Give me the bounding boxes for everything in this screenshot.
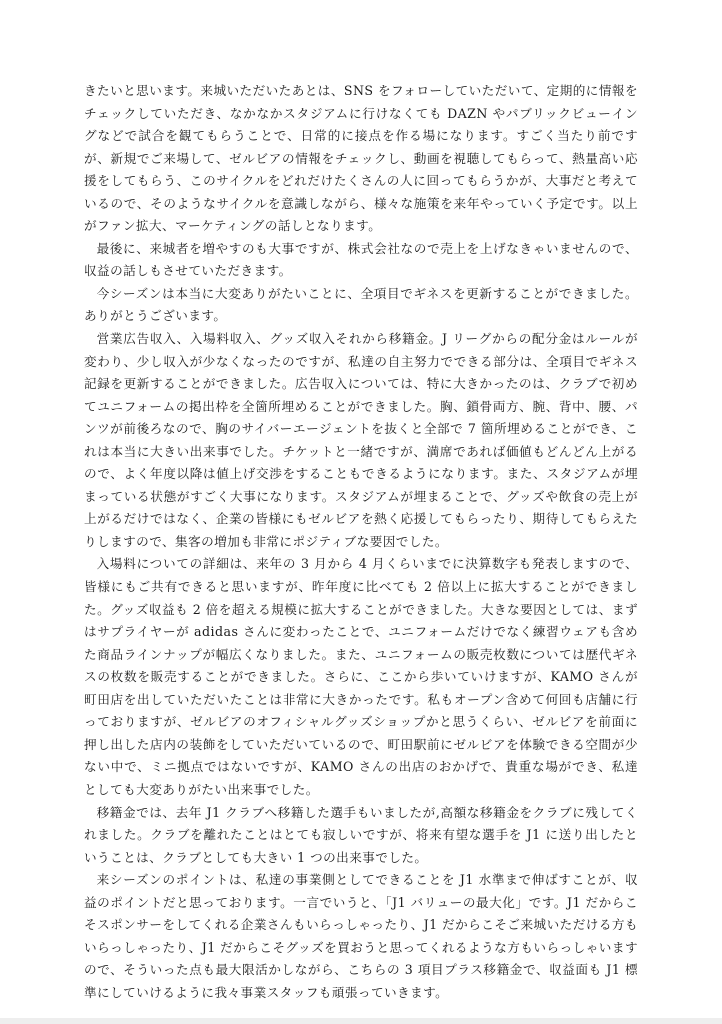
page-bottom-divider bbox=[0, 1018, 722, 1024]
paragraph-transfer-fees: 移籍金では、去年 J1 クラブへ移籍した選手もいましたが,高額な移籍金をクラブに残してくれました。クラブを離れたことはとても寂しいですが、将来有望な選手を J1 に送り出したということは、クラブとしても大きい 1 つの出来事でした。 bbox=[84, 804, 638, 865]
paragraph-guinness-record: 今シーズンは本当に大変ありがたいことに、全項目でギネスを更新することができました。ありがとうございます。 bbox=[84, 285, 638, 324]
paragraph-revenue-intro: 最後に、来城者を増やすのも大事ですが、株式会社なので売上を上げなきゃいませんので、収益の話しもさせていただきます。 bbox=[84, 240, 638, 279]
paragraph-ticket-and-goods: 入場料についての詳細は、来年の 3 月から 4 月くらいまでに決算数字も発表しますので、皆様にもご共有できると思いますが、昨年度に比べても 2 倍以上に拡大することができました。グッズ収益も 2 倍を超える規模に拡大することができました。大きな要因としては、まずはサプライヤーが adidas さんに変わったことで、ユニフォームだけでなく練習ウェアも含めた商品ラインナップが幅広くなりました。また、ユニフォームの販売枚数については歴代ギネスの枚数を販売することができました。さらに、ここから歩いていけますが、KAMO さんが町田店を出していただいたことは非常に大きかったです。私もオープン含めて何回も店舗に行っておりますが、ゼルビアのオフィシャルグッズショップかと思うくらい、ゼルビアを前面に押し出した店内の装飾をしていただいているので、町田駅前にゼルビアを体験できる空間が少ない中で、ミニ拠点ではないですが、KAMO さんの出店のおかげで、貴重な場ができ、私達としても大変ありがたい出来事でした。 bbox=[84, 556, 638, 797]
paragraph-advertising-income: 営業広告収入、入場料収入、グッズ収入それから移籍金。J リーグからの配分金はルールが変わり、少し収入が少なくなったのですが、私達の自主努力でできる部分は、全項目でギネス記録を更新することができました。広告収入については、特に大きかったのは、クラブで初めてユニフォームの掲出枠を全箇所埋めることができました。胸、鎖骨両方、腕、背中、腰、パンツが前後ろなので、胸のサイバーエージェントを抜くと全部で 7 箇所埋めることができ、これは本当に大きい出来事でした。チケットと一緒ですが、満席であれば価値もどんどん上がるので、よく年度以降は値上げ交渉をすることもできるようになります。また、スタジアムが埋まっている状態がすごく大事になります。スタジアムが埋まることで、グッズや飲食の売上が上がるだけではなく、企業の皆様にもゼルビアを熱く応援してもらったり、期待してもらえたりしますので、集客の増加も非常にポジティブな要因でした。 bbox=[84, 331, 638, 549]
body-text bbox=[84, 80, 638, 1004]
paragraph-fan-cycle: きたいと思います。来城いただいたあとは、SNS をフォローしていただいて、定期的に情報をチェックしていただき、なかなかスタジアムに行けなくても DAZN やパブリックビューイングなどで試合を観てもらうことで、日常的に接点を作る場になります。すごく当たり前ですが、新規でご来場して、ゼルビアの情報をチェックし、動画を視聴してもらって、熱量高い応援をしてもらう、このサイクルをどれだけたくさんの人に回ってもらうかが、大事だと考えているので、そのようなサイクルを意識しながら、様々な施策を来年やっていく予定です。以上がファン拡大、マーケティングの話しとなります。 bbox=[84, 83, 638, 234]
paragraph-next-season: 来シーズンのポイントは、私達の事業側としてできることを J1 水準まで伸ばすことが、収益のポイントだと思っております。一言でいうと、「J1 バリューの最大化」です。J1 だからこそスポンサーをしてくれる企業さんもいらっしゃったり、J1 だからこそご来城いただける方もいらっしゃったり、J1 だからこそグッズを買おうと思ってくれるような方もいらっしゃいますので、そういった点も最大限活かしながら、こちらの 3 項目プラス移籍金で、収益面も J1 標準にしていけるように我々事業スタッフも頑張っていきます。 bbox=[84, 872, 638, 1000]
